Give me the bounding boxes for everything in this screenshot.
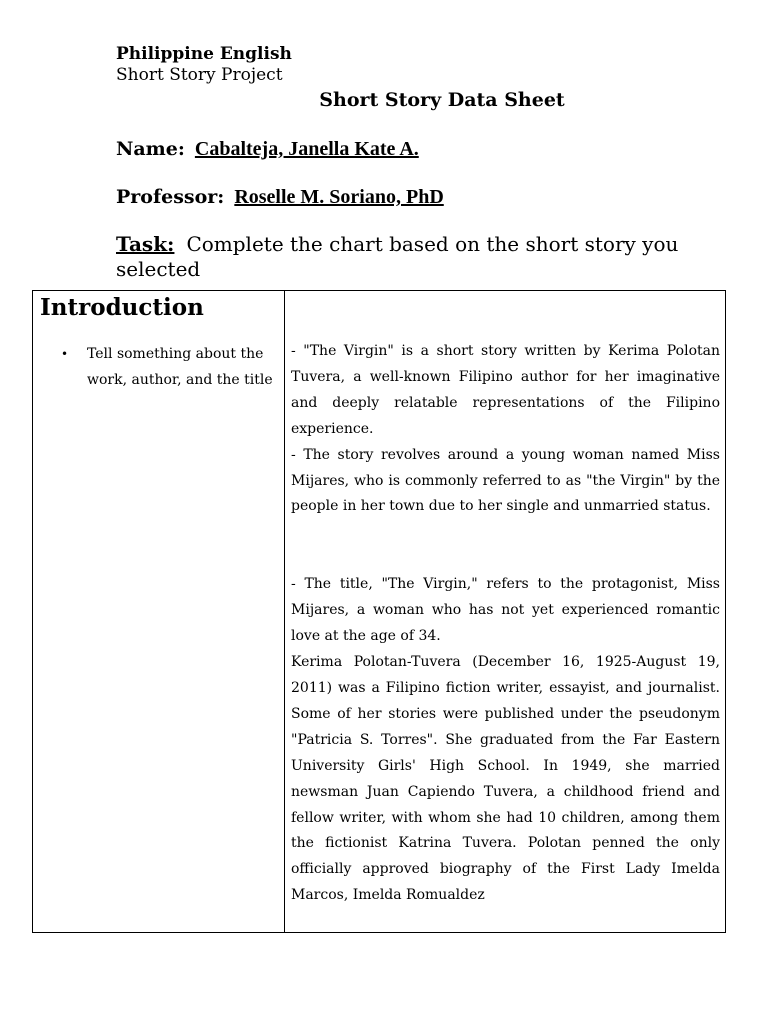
section-heading: Introduction: [40, 294, 204, 321]
task-value: Complete the chart based on the short story you selected: [116, 232, 679, 281]
paragraph-story: - The story revolves around a young woman named Miss Mijares, who is commonly referred to as "the Virgin" by the people in her town due to her single and unmarried status.: [291, 446, 720, 515]
name-label: Name:: [116, 138, 185, 160]
professor-field: [116, 185, 444, 209]
sheet-title: Short Story Data Sheet: [319, 89, 565, 111]
project-subtitle: Short Story Project: [116, 65, 283, 85]
paragraph-work: - "The Virgin" is a short story written by Kerima Polotan Tuvera, a well-known Filipino author for her imaginative and deeply relatable representations of the Filipino experience.: [291, 343, 720, 437]
paragraph-author: Kerima Polotan-Tuvera (December 16, 1925-August 19, 2011) was a Filipino fiction writer, essayist, and journalist. Some of her stories were published under the pseudonym "Patricia S. Torres". She graduated from the Far Eastern University Girls' High School. In 1949, she married newsman Juan Capiendo Tuvera, a childhood friend and fellow writer, with whom she had 10 children, among them the fictionist Katrina Tuvera. Polotan penned the only officially approved biography of the First Lady Imelda Marcos, Imelda Romualdez: [291, 654, 720, 904]
answer-content: [291, 339, 720, 927]
bullet-icon: •: [61, 347, 69, 361]
column-divider: [284, 291, 285, 932]
name-field: [116, 137, 419, 161]
paragraph-gap: [291, 520, 720, 572]
document-header: [116, 44, 736, 86]
data-sheet-table: [32, 290, 726, 933]
course-title: Philippine English: [116, 44, 292, 64]
professor-value: Roselle M. Soriano, PhD: [234, 186, 444, 208]
task-label: Task:: [116, 232, 175, 256]
professor-label: Professor:: [116, 186, 225, 208]
task-field: [116, 232, 726, 282]
paragraph-title: - The title, "The Virgin," refers to the protagonist, Miss Mijares, a woman who has not yet experienced romantic love at the age of 34.: [291, 576, 720, 645]
name-value: Cabalteja, Janella Kate A.: [194, 138, 419, 160]
prompt-text: Tell something about the work, author, and the title: [87, 346, 273, 388]
prompt-list-item: [61, 341, 281, 393]
